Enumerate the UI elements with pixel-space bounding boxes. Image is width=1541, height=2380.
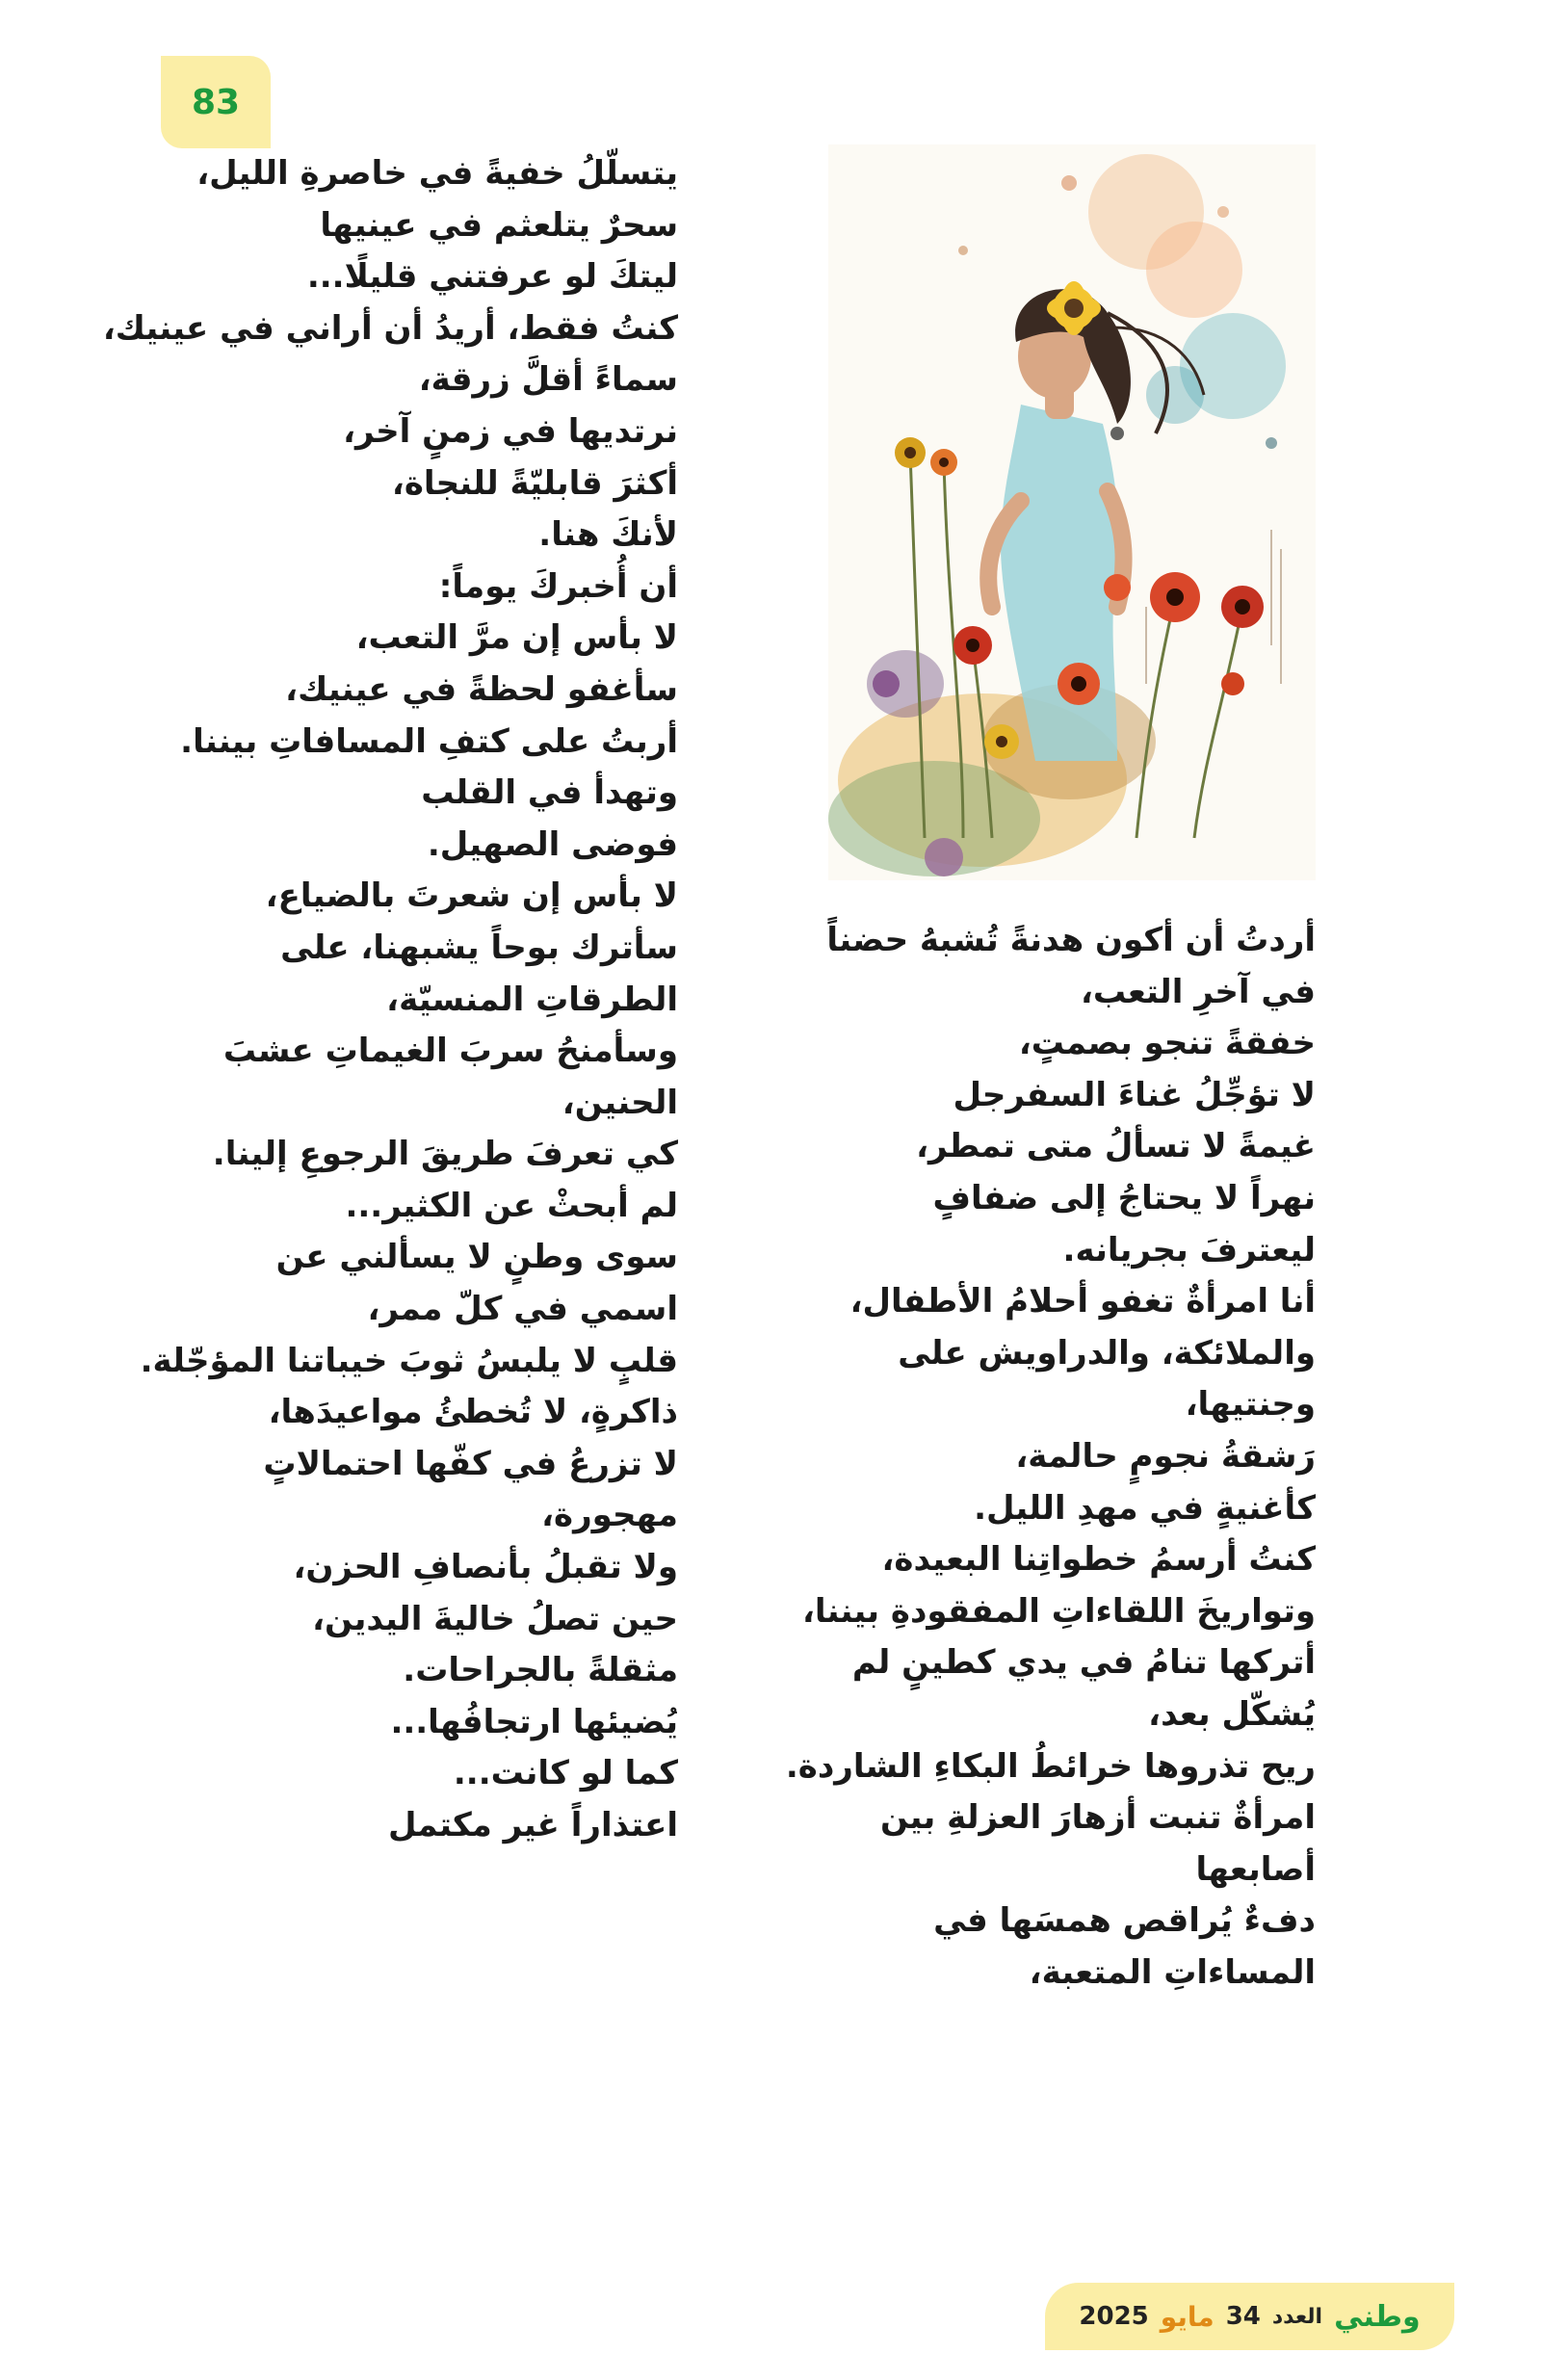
poem-line: لا تؤجِّلُ غناءَ السفرجل (953, 1075, 1316, 1114)
poem-line: أردتُ أن أكون هدنةً تُشبهُ حضناً في آخرِ التعب، (826, 921, 1316, 1011)
poem-line: وسأمنحُ سربَ الغيماتِ عشبَ الحنين، (222, 1032, 678, 1122)
illustration-woman-flowers (828, 144, 1316, 880)
poem-line: أكثرَ قابليّةً للنجاة، (391, 463, 678, 503)
poem-line: امرأةٌ تنبت أزهارَ العزلةِ بين أصابعها (880, 1798, 1316, 1889)
poem-line: ذاكرةٍ، لا تُخطئُ مواعيدَها، (268, 1393, 678, 1432)
poem-line: حين تصلُ خاليةَ اليدين، (312, 1599, 678, 1638)
poem-line: يُضيئها ارتجافُها... (390, 1702, 678, 1741)
poem-line: ولا تقبلُ بأنصافِ الحزن، (293, 1548, 678, 1587)
poem-line: سوى وطنٍ لا يسألني عن اسمي في كلّ ممر، (275, 1238, 678, 1329)
poem-line: كأغنيةٍ في مهدِ الليل. (974, 1488, 1316, 1528)
poem-line: سماءً أقلَّ زرقة، (418, 360, 678, 400)
poem-line: سأترك بوحاً يشبهنا، على الطرقاتِ المنسيّة، (280, 928, 678, 1019)
issue-number: 34 (1225, 2302, 1261, 2331)
poem-line: لأنكَ هنا. (538, 515, 678, 555)
poem-line: وتواريخَ اللقاءاتِ المفقودةِ بيننا، (801, 1591, 1316, 1631)
poem-line: ليتكَ لو عرفتني قليلًا... (306, 257, 678, 297)
poem-line: أتركها تنامُ في يدي كطينٍ لم يُشكّل بعد، (851, 1643, 1316, 1734)
poem-line: وتهدأ في القلب (421, 773, 678, 813)
poem-line: كما لو كانت... (453, 1754, 678, 1793)
poem-column-left (102, 148, 678, 1852)
page-number: 83 (161, 56, 271, 148)
poem-line: مثقلةً بالجراحات. (403, 1651, 678, 1690)
poem-line: سحرٌ يتلعثم في عينيها (320, 205, 678, 245)
poem-line: كي تعرفَ طريقَ الرجوعِ إلينا. (212, 1135, 678, 1174)
poem-line: ريح تذروها خرائطُ البكاءِ الشاردة. (785, 1746, 1316, 1786)
poem-line: غيمةً لا تسألُ متى تمطر، (916, 1127, 1316, 1166)
poem-line: سأغفو لحظةً في عينيك، (285, 669, 678, 709)
poem-line: خفقةً تنجو بصمتٍ، (1018, 1024, 1316, 1063)
poem-line: كنتُ فقط، أريدُ أن أراني في عينيك، (102, 308, 678, 348)
poem-line: لا بأس إن شعرتَ بالضياع، (265, 876, 678, 916)
poem-line: رَشقةُ نجومٍ حالمة، (1015, 1436, 1316, 1476)
footer-issue-tag (1045, 2283, 1454, 2350)
poem-line: لا بأس إن مرَّ التعب، (355, 618, 678, 658)
poem-line: لم أبحثْ عن الكثير... (345, 1186, 678, 1225)
issue-label: العدد (1271, 2304, 1323, 2329)
poem-line: لا تزرعُ في كفّها احتمالاتٍ مهجورة، (263, 1444, 678, 1535)
poem-line: فوضى الصهيل. (427, 824, 678, 864)
poem-line: دفءٌ يُراقص همسَها في المساءاتِ المتعبة، (933, 1901, 1316, 1992)
poem-line: قلبٍ لا يلبسُ ثوبَ خيباتنا المؤجّلة. (140, 1341, 678, 1380)
poem-line: كنتُ أرسمُ خطواتِنا البعيدة، (881, 1540, 1316, 1580)
issue-month: مايو (1160, 2300, 1215, 2333)
poem-line: أن أُخبركَ يوماً: (438, 566, 678, 606)
poem-line: يتسلّلُ خفيةً في خاصرةِ الليل، (196, 154, 678, 193)
issue-year: 2025 (1079, 2302, 1149, 2331)
poem-line: نهراً لا يحتاجُ إلى ضفافٍ ليعترفَ بجريانه. (932, 1178, 1316, 1269)
poem-line: اعتذاراً غير مكتمل (387, 1806, 678, 1844)
poem-line: نرتديها في زمنٍ آخر، (343, 411, 678, 451)
poem-line: أربتُ على كتفِ المسافاتِ بيننا. (180, 721, 678, 761)
poem-column-right (785, 915, 1316, 1999)
magazine-name: وطني (1334, 2299, 1421, 2334)
poem-line: أنا امرأةٌ تغفو أحلامُ الأطفال، والملائكة، والدراويش على وجنتيها، (849, 1282, 1316, 1425)
